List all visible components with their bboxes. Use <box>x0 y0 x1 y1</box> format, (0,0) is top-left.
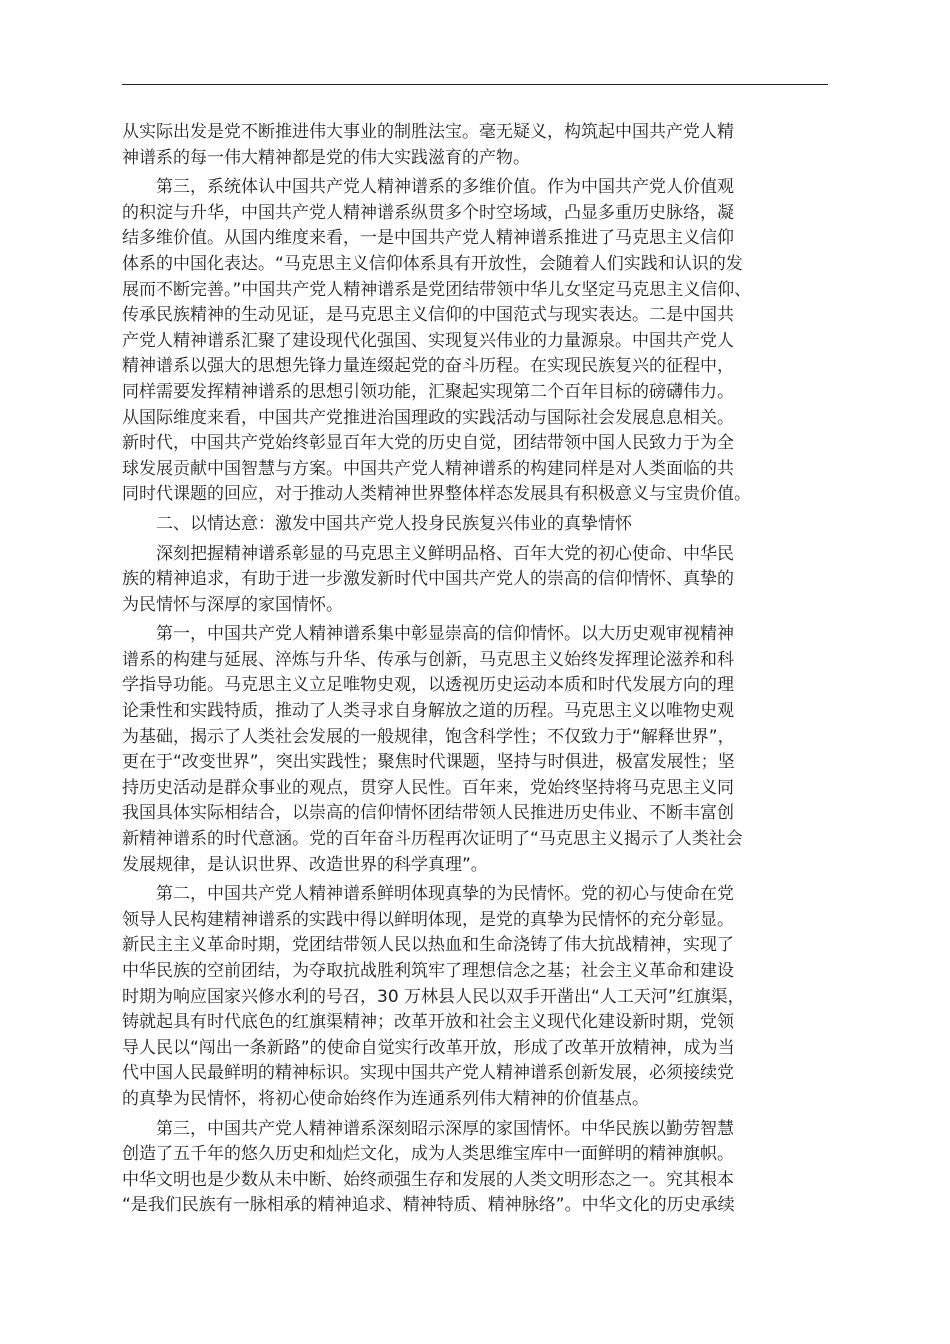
paragraph-third-multidimensional-value: 第三，系统体认中国共产党人精神谱系的多维价值。作为中国共产党人价值观 的积淀与升华，中国共产党人精神谱系纵贯多个时空场域，凸显多重历史脉络，凝 结多维价值。从国内维度来看，一是中国共产党人精神谱系推进了马克思主义信仰 体系的中国化表达。“马克思主义信仰体系具有开放性，会随着人们实践和认识的发 展而不断完善。”中国共产党人精神谱系是党团结带领中华儿女坚定马克思主义信仰、 传承民族精神的生动见证，是马克思主义信仰的中国范式与现实表达。二是中国共 产党人精神谱系汇聚了建设现代化强国、实现复兴伟业的力量源泉。中国共产党人 精神谱系以强大的思想先锋力量连缀起党的奋斗历程。在实现民族复兴的征程中， 同样需要发挥精神谱系的思想引领功能，汇聚起实现第二个百年目标的磅礴伟力。 从国际维度来看，中国共产党推进治国理政的实践活动与国际社会发展息息相关。 新时代，中国共产党始终彰显百年大党的历史自觉，团结带领中国人民致力于为全 球发展贡献中国智慧与方案。中国共产党人精神谱系的构建同样是对人类面临的共 同时代课题的回应，对于推动人类精神世界整体样态发展具有积极意义与宝贵价值。 <box>122 177 752 505</box>
body-text <box>122 120 828 1223</box>
header-rule <box>122 84 828 85</box>
section-heading-two: 二、以情达意：激发中国共产党人投身民族复兴伟业的真挚情怀 <box>156 513 632 534</box>
paragraph-first-faith-sentiment: 第一，中国共产党人精神谱系集中彰显崇高的信仰情怀。以大历史观审视精神 谱系的构建与延展、淬炼与升华、传承与创新，马克思主义始终发挥理论滋养和科 学指导功能。马克思主义立足唯物史观，以透视历史运动本质和时代发展方向的理 论秉性和实践特质，推动了人类寻求自身解放之道的历程。马克思主义以唯物史观 为基础，揭示了人类社会发展的一般规律，饱含科学性；不仅致力于“解释世界”， 更在于“改变世界”，突出实践性；聚焦时代课题，坚持与时俱进，极富发展性；坚 持历史活动是群众事业的观点，贯穿人民性。百年来，党始终坚持将马克思主义同 我国具体实际相结合，以崇高的信仰情怀团结带领人民推进历史伟业、不断丰富创 新精神谱系的时代意涵。党的百年奋斗历程再次证明了“马克思主义揭示了人类社会 发展规律，是认识世界、改造世界的科学真理”。 <box>122 624 743 875</box>
paragraph-section-two-intro: 深刻把握精神谱系彰显的马克思主义鲜明品格、百年大党的初心使命、中华民 族的精神追求，有助于进一步激发新时代中国共产党人的崇高的信仰情怀、真挚的 为民情怀与深厚的家国情怀。 <box>122 543 734 615</box>
paragraph-second-people-sentiment: 第二，中国共产党人精神谱系鲜明体现真挚的为民情怀。党的初心与使命在党 领导人民构建精神谱系的实践中得以鲜明体现，是党的真挚为民情怀的充分彰显。 新民主主义革命时期，党团结带领人民以热血和生命浇铸了伟大抗战精神，实现了 中华民族的空前团结，为夺取抗战胜利筑牢了理想信念之基；社会主义革命和建设 时期为响应国家兴修水利的号召，30 万林县人民以双手开凿出“人工天河”红旗渠， 铸就起具有时代底色的红旗渠精神；改革开放和社会主义现代化建设新时期，党领 导人民以“闯出一条新路”的使命自觉实行改革开放，形成了改革开放精神，成为当 代中国人民最鲜明的精神标识。实现中国共产党人精神谱系创新发展，必须接续党 的真挚为民情怀，将初心使命始终作为连通系列伟大精神的价值基点。 <box>122 884 745 1109</box>
paragraph-continuation: 从实际出发是党不断推进伟大事业的制胜法宝。毫无疑义，构筑起中国共产党人精 神谱系的每一伟大精神都是党的伟大实践滋育的产物。 <box>122 122 734 168</box>
paragraph-third-patriotic-sentiment: 第三，中国共产党人精神谱系深刻昭示深厚的家国情怀。中华民族以勤劳智慧 创造了五千年的悠久历史和灿烂文化，成为人类思维宝库中一面鲜明的精神旗帜。 中华文明也是少数从未中断、始终顽强生存和发展的人类文明形态之一。究其根本 “是我们民族有一脉相承的精神追求、精神特质、精神脉络”。中华文化的历史承续 <box>122 1118 735 1216</box>
